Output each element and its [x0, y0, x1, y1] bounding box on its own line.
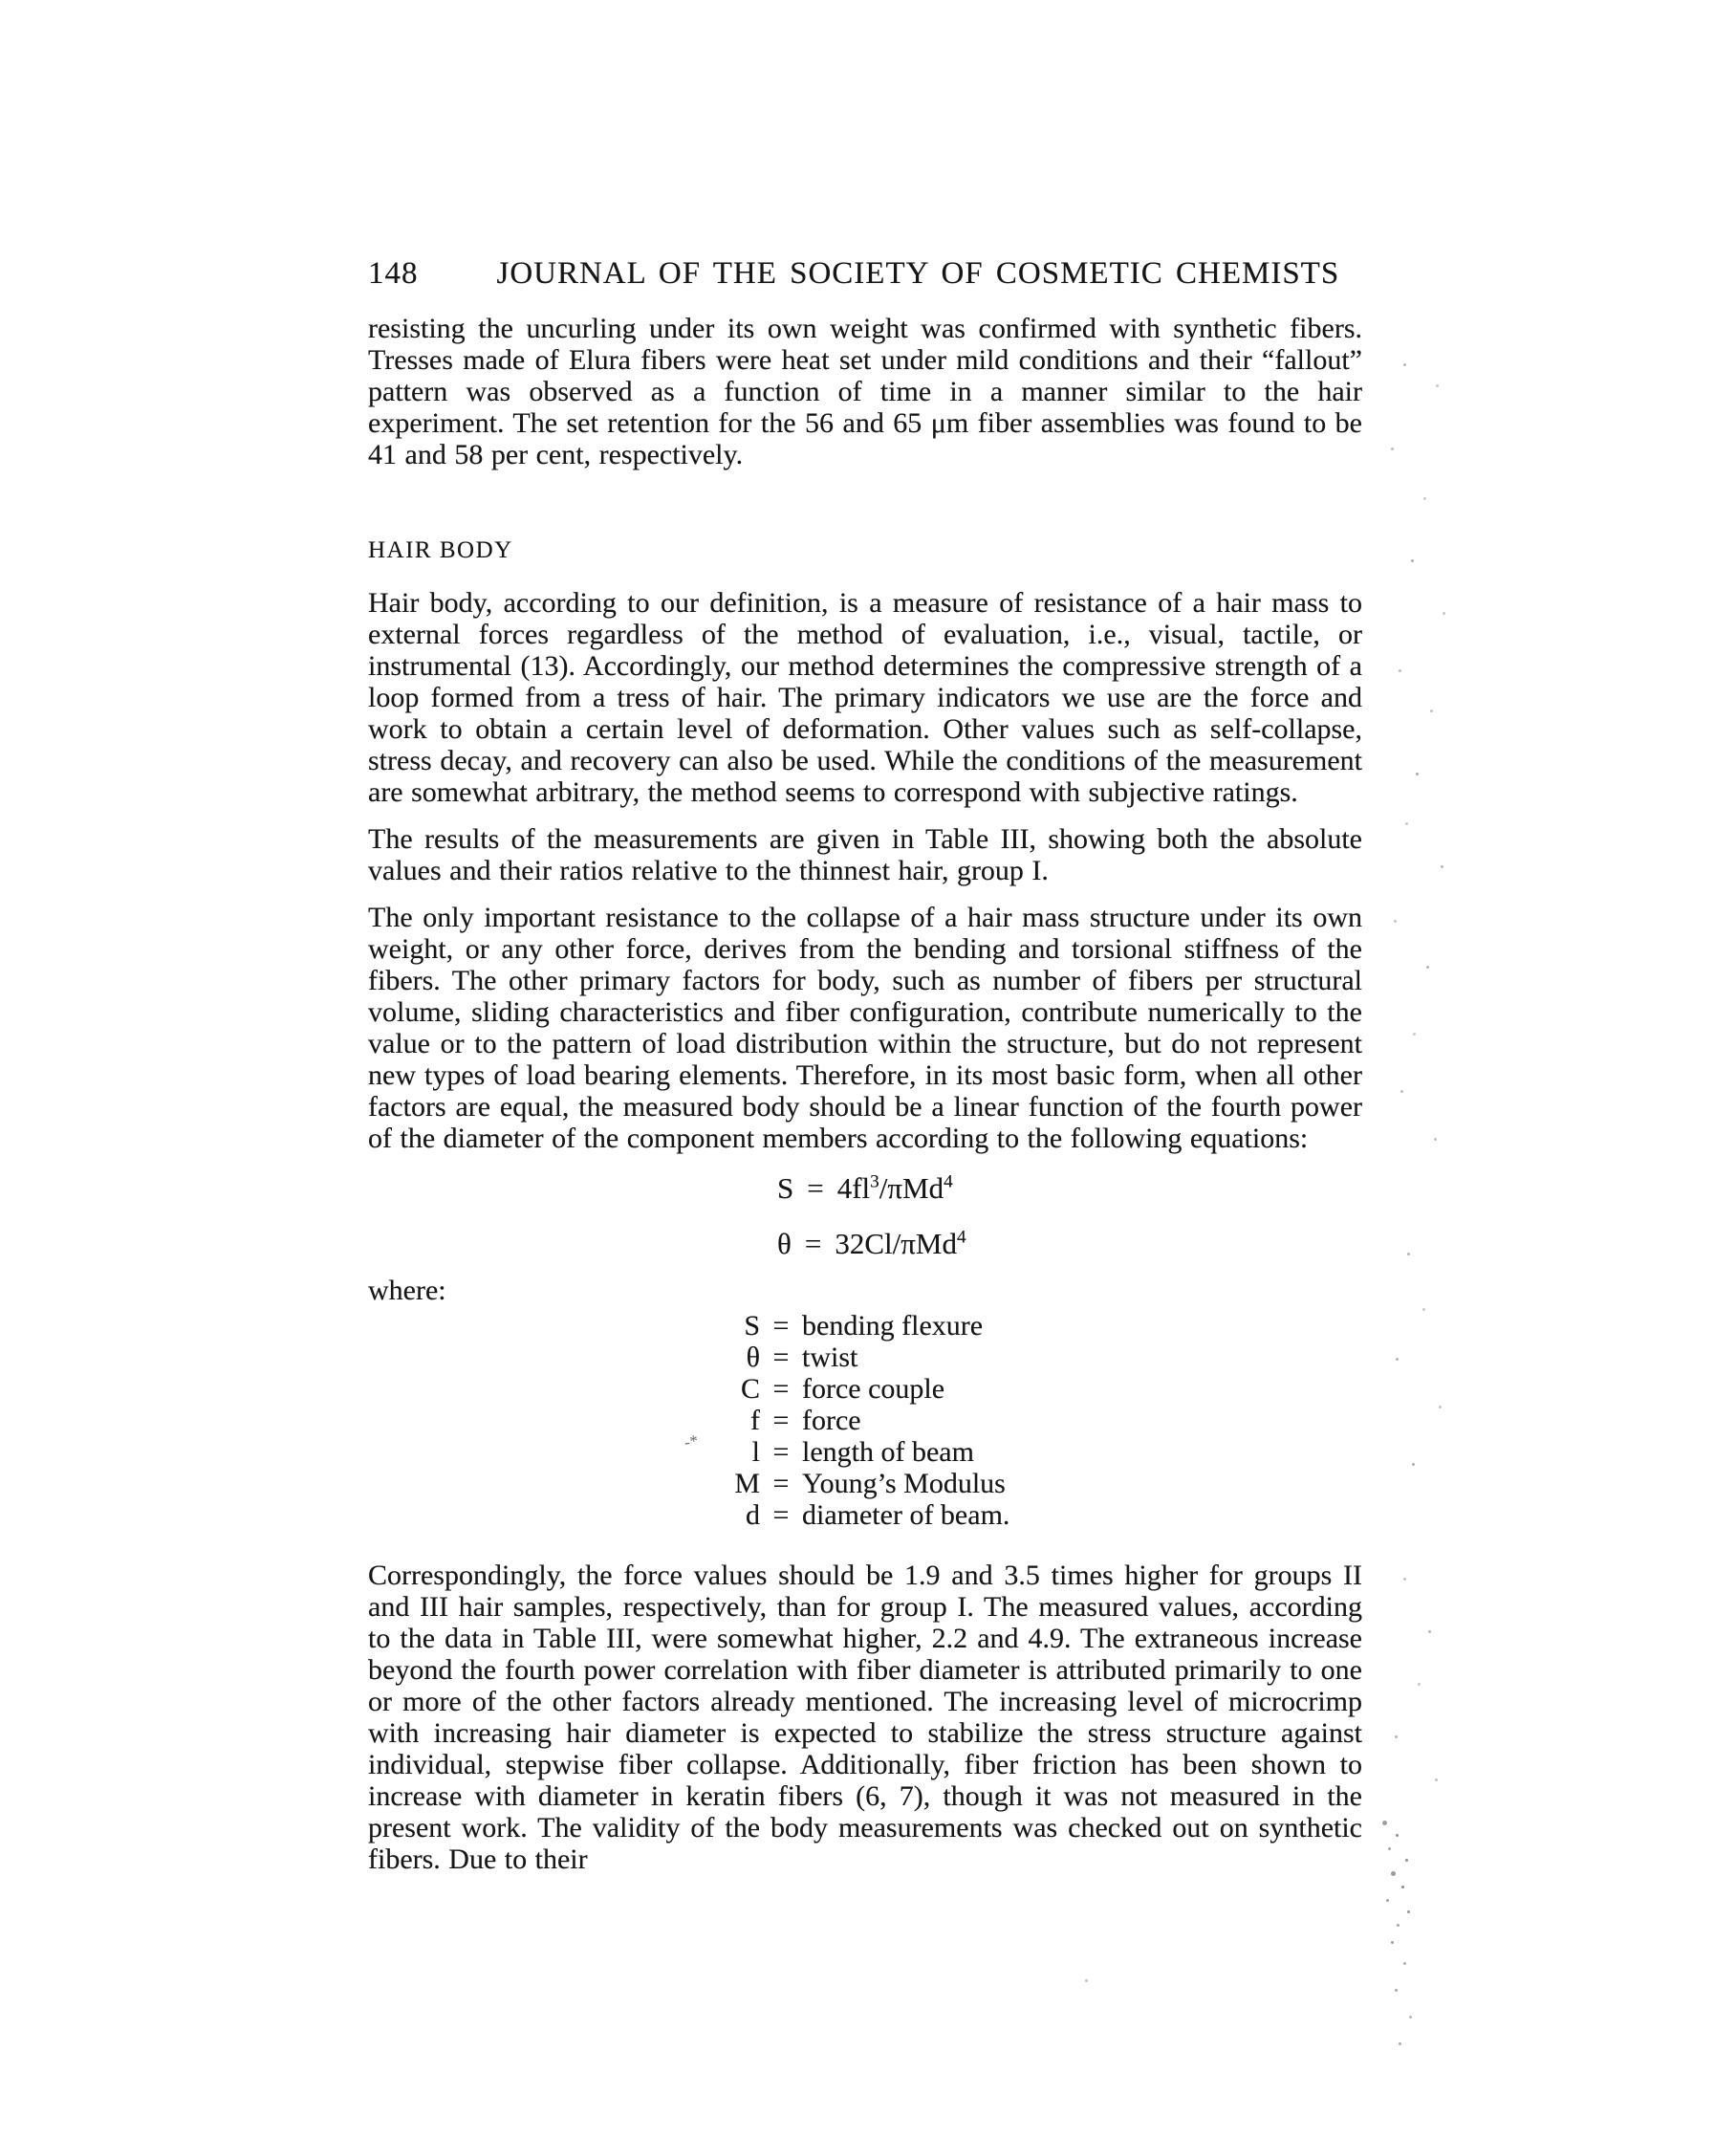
equals-sign: =: [772, 1499, 790, 1531]
equation-exponent: 4: [944, 1171, 953, 1192]
paragraph-hair-body-definition: Hair body, according to our definition, is a measure of resistance of a hair mass to external forces regardless of the method of evaluation, i.e., visual, tactile, or instrumental (13). Accordingly, our method determines the compressive strength of a loop formed from a tress of hair. The primary indicators we use are the force and work to obtain a certain level of deformation. Other values such as self-collapse, stress decay, and recovery can also be used. While the conditions of the measurement are somewhat arbitrary, the method seems to correspond with subjective ratings.: [368, 587, 1362, 808]
symbol: θ: [746, 1342, 760, 1373]
paragraph-set-retention: resisting the uncurling under its own weight was confirmed with synthetic fibers. Tresses made of Elura fibers were heat set under mild conditions and their “fallout” pattern was observed as a function of time in a manner similar to the hair experiment. The set retention for the 56 and 65 μm fiber assemblies was found to be 41 and 58 per cent, respectively.: [368, 313, 1362, 470]
symbol-definition: bending flexure: [802, 1310, 984, 1342]
journal-title: JOURNAL OF THE SOCIETY OF COSMETIC CHEMISTS: [496, 256, 1340, 291]
symbol-definition: diameter of beam.: [802, 1499, 1010, 1531]
where-label: where:: [368, 1275, 446, 1306]
symbol-definition: force: [802, 1405, 861, 1436]
symbol-definition: length of beam: [802, 1436, 974, 1468]
equation-exponent: 4: [956, 1227, 966, 1248]
symbol: S: [744, 1310, 760, 1342]
equals-sign: =: [772, 1468, 790, 1499]
equals-sign: =: [804, 1227, 822, 1260]
page-header: [368, 256, 1362, 292]
equation-lhs: θ: [777, 1227, 792, 1260]
symbol-definition: force couple: [802, 1373, 945, 1405]
equals-sign: =: [772, 1373, 790, 1405]
symbol: f: [750, 1405, 760, 1436]
paragraph-resistance-collapse: The only important resistance to the collapse of a hair mass structure under its own weight, or any other force, derives from the bending and torsional stiffness of the fibers. The other primary factors for body, such as number of fibers per structural volume, sliding characteristics and fiber configuration, contribute numerically to the value or to the pattern of load distribution within the structure, but do not represent new types of load bearing elements. Therefore, in its most basic form, when all other factors are equal, the measured body should be a linear function of the fourth power of the diameter of the component members according to the following equations:: [368, 902, 1362, 1154]
equation-rhs-base: 4fl: [836, 1171, 871, 1205]
scan-artifact: -*: [683, 1431, 700, 1451]
symbol: M: [734, 1468, 760, 1499]
equals-sign: =: [772, 1310, 790, 1342]
equation-block: [777, 1169, 1362, 1263]
symbol: d: [746, 1499, 760, 1531]
equals-sign: =: [772, 1405, 790, 1436]
equation-bending-flexure: [777, 1169, 1362, 1208]
section-heading-hair-body: HAIR BODY: [368, 537, 513, 563]
equation-rhs-base: 32Cl: [835, 1227, 893, 1260]
equals-sign: =: [772, 1342, 790, 1373]
equation-lhs: S: [777, 1171, 794, 1205]
paragraph-correspondingly: Correspondingly, the force values should be 1.9 and 3.5 times higher for groups II and III hair samples, respectively, than for group I. The measured values, according to the data in Table III, were somewhat higher, 2.2 and 4.9. The extraneous increase beyond the fourth power correlation with fiber diameter is attributed primarily to one or more of the other factors already mentioned. The increasing level of microcrimp with increasing hair diameter is expected to stabilize the stress structure against individual, stepwise fiber collapse. Additionally, fiber friction has been shown to increase with diameter in keratin fibers (6, 7), though it was not measured in the present work. The validity of the body measurements was checked out on synthetic fibers. Due to their: [368, 1560, 1362, 1875]
scan-noise: [0, 0, 3, 3]
symbol: l: [751, 1436, 760, 1468]
symbol: C: [740, 1373, 760, 1405]
equals-sign: =: [807, 1171, 824, 1205]
symbol-definition: Young’s Modulus: [802, 1468, 1006, 1499]
equals-sign: =: [772, 1436, 790, 1468]
equation-twist: [777, 1225, 1362, 1263]
symbol-definition: twist: [802, 1342, 858, 1373]
text-column: [368, 256, 1362, 1875]
equation-rhs-base: /πMd: [879, 1171, 944, 1205]
page-number: 148: [368, 256, 419, 291]
equation-exponent: 3: [870, 1171, 879, 1192]
paragraph-results-table: The results of the measurements are given in Table III, showing both the absolute values and their ratios relative to the thinnest hair, group I.: [368, 823, 1362, 886]
symbol-definition-list: [705, 1310, 1362, 1531]
equation-rhs-base: /πMd: [892, 1227, 957, 1260]
